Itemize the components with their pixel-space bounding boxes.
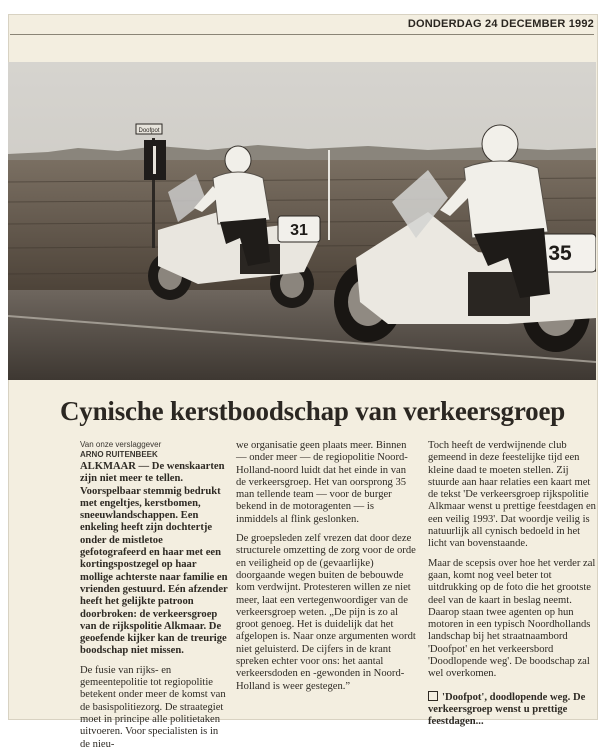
article-paragraph-1b: we organisatie geen plaats meer. Binnen — onder meer — de regiopolitie Noord-Holland-noord luidt dat het einde in van de verkeersgroep. Het van oorsprong 35 man tellende team — voor de burger bekend in de motoragenten — is inmiddels al flink geslonken.: [236, 440, 408, 525]
article-lead: ALKMAAR — De wenskaarten zijn niet meer te tellen. Voorspelbaar stemmig bedrukt met engeltjes, kerstbomen, sneeuwlandschappen. Een enkeling heeft zijn dochtertje onder de mistletoe gefotografeerd en haar met een kortingspostzegel op haar mollige achterste naar familie en vrienden gestuurd. Eén afzender heeft het gelijkte patroon doorbroken: de verkeersgroep van de rijkspolitie Alkmaar. De geoefende kijker kan de treurige boodschap niet missen.: [80, 461, 228, 657]
article-column-2: [236, 440, 416, 693]
bike-number-35: 35: [548, 242, 572, 265]
article-paragraph-4: Maar de scepsis over hoe het verder zal gaan, komt nog veel beter tot uitdrukking op de foto die het grootste deel van de kaart in beslag neemt. Daarop staan twee agenten op hun motoren in een typisch Noordhollands landschap bij het straatnaambord 'Doofpot' en het verkeersbord 'Doodlopende weg'. De boodschap zal wel overkomen.: [428, 557, 596, 680]
byline-from: Van onze verslaggever: [80, 440, 162, 449]
photo-caption-text: 'Doofpot', doodlopende weg. De verkeersgroep wenst u prettige feestdagen...: [428, 691, 586, 728]
caption-box-icon: [428, 691, 438, 701]
photo-caption: [428, 691, 600, 729]
photo-motorcycle-officers: [8, 62, 596, 380]
article-paragraph-2: De groepsleden zelf vrezen dat door deze structurele omzetting de zorg voor de orde en veiligheid op de (gevaarlijke) doorgaande wegen buiten de bebouwde kom verdwijnt. Protesteren willen ze niet meer, laat een vertegenwoordiger van de verkeersgroep weten. „De pijn is zo al groot genoeg. Het is duidelijk dat het afgelopen is. Naar onze argumenten wordt niet geluisterd. De cijfers in de krant spreken echter voor ons: het aantal verkeersdoden en -gewonden in Noord-Holland is weer gestegen.”: [236, 533, 416, 692]
street-sign-text: Doofpot: [138, 128, 160, 134]
article-column-1: [80, 440, 228, 751]
bike-number-31: 31: [290, 222, 308, 239]
byline-author: ARNO RUITENBEEK: [80, 449, 158, 459]
photo: [8, 62, 596, 380]
headline: Cynische kerstboodschap van verkeersgroep: [60, 396, 566, 426]
dateline: DONDERDAG 24 DECEMBER 1992: [407, 18, 594, 30]
article-paragraph-1a: De fusie van rijks- en gemeentepolitie tot regiopolitie betekent onder meer de komst van de basispolitiezorg. De straategiet moet in principe alle politietaken uitvoeren. Voor specialisten is in de nieu-: [80, 664, 226, 750]
article-column-3: [428, 440, 600, 729]
header-rule: [10, 34, 594, 35]
article-paragraph-3: Toch heeft de verdwijnende club gemeend in deze feestelijke tijd een kleine daad te moeten stellen. Zij stuurde aan haar relaties een kaart met de tekst 'De verkeersgroep rijkspolitie Alkmaar wenst u prettige feestdagen en een veilig 1993'. Dat woordje veilig is natuurlijk all cynisch bedoeld in het licht van bovenstaande.: [428, 440, 596, 550]
